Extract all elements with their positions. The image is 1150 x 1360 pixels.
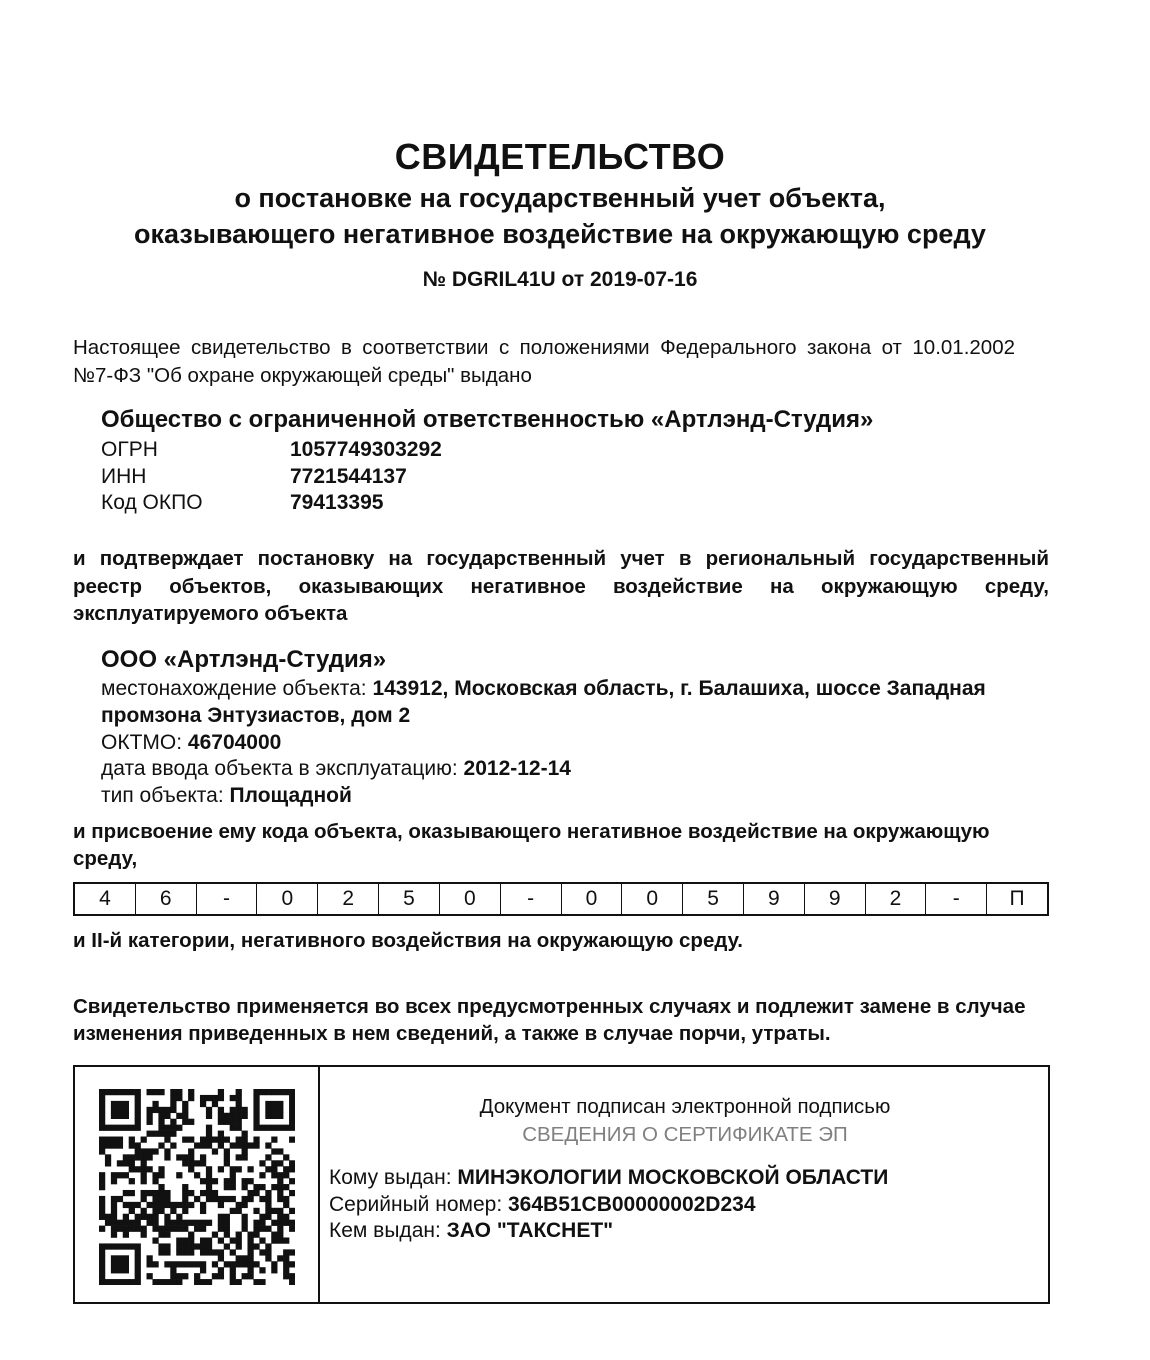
object-location-label: местонахождение объекта: [101, 677, 373, 700]
applies-paragraph: Свидетельство применяется во всех предусмотренных случаях и подлежит замене в случае изменения приведенных в нем сведений, а также в случае порчи, утраты. [73, 995, 1026, 1045]
document-subtitle-line2: оказывающего негативное воздействие на окружающую среду [134, 219, 986, 249]
issued-by-label: Кем выдан: [329, 1219, 447, 1242]
requisite-value: 1057749303292 [290, 438, 442, 461]
code-cell: 0 [257, 884, 318, 914]
signature-subheading: СВЕДЕНИЯ О СЕРТИФИКАТЕ ЭП [522, 1123, 848, 1146]
signature-issued-to [329, 1164, 888, 1191]
requisite-value: 79413395 [290, 491, 384, 514]
serial-label: Серийный номер: [329, 1193, 508, 1216]
code-cell: 2 [318, 884, 379, 914]
object-oktmo-value: 46704000 [187, 731, 282, 754]
code-cell: 4 [75, 884, 136, 914]
object-name: ООО «Артлэнд-Студия» [101, 646, 387, 673]
object-oktmo-label: ОКТМО: [101, 731, 188, 754]
object-date-value: 2012-12-14 [463, 757, 571, 780]
object-location-cont [101, 702, 410, 729]
qr-code [99, 1089, 295, 1285]
object-location-value-cont: промзона Энтузиастов, дом 2 [101, 704, 411, 727]
code-cell: 9 [805, 884, 866, 914]
intro-paragraph: Настоящее свидетельство в соответствии с положениями Федерального закона от 10.01.2002 №7-ФЗ "Об охране окружающей среды" выдано [73, 336, 1015, 387]
requisite-label: ИНН [101, 465, 147, 488]
object-location [101, 675, 986, 702]
object-date [101, 755, 571, 782]
object-type [101, 782, 352, 809]
issued-to-value: МИНЭКОЛОГИИ МОСКОВСКОЙ ОБЛАСТИ [457, 1166, 889, 1189]
document-subtitle-line1: о постановке на государственный учет объекта, [234, 183, 886, 213]
object-type-value: Площадной [229, 784, 352, 807]
requisite-label: ОГРН [101, 438, 158, 461]
object-code-table [73, 882, 1049, 916]
requisite-ogrn [101, 437, 442, 463]
signature-box [73, 1065, 1050, 1304]
code-cell: - [197, 884, 258, 914]
signature-heading: Документ подписан электронной подписью [479, 1095, 891, 1118]
code-cell: 2 [866, 884, 927, 914]
object-type-label: тип объекта: [101, 784, 230, 807]
requisite-value: 7721544137 [290, 465, 407, 488]
confirmation-paragraph: и подтверждает постановку на государственный учет в региональный государственный реестр объектов, оказывающих негативное воздействие на окружающую среду, эксплуатируемого объекта [73, 547, 1049, 625]
code-cell: - [501, 884, 562, 914]
object-oktmo [101, 729, 281, 756]
code-cell: 0 [622, 884, 683, 914]
serial-value: 364B51CB00000002D234 [507, 1193, 756, 1216]
signature-serial [329, 1191, 756, 1218]
code-cell: 0 [562, 884, 623, 914]
object-location-value: 143912, Московская область, г. Балашиха, шоссе Западная [372, 677, 986, 700]
category-text: и II-й категории, негативного воздействия на окружающую среду. [73, 929, 743, 952]
document-number: № DGRIL41U от 2019-07-16 [422, 268, 698, 291]
code-cell: - [926, 884, 987, 914]
assignment-paragraph: и присвоение ему кода объекта, оказывающего негативное воздействие на окружающую среду, [73, 820, 990, 870]
code-cell: 9 [744, 884, 805, 914]
object-date-label: дата ввода объекта в эксплуатацию: [101, 757, 464, 780]
code-cell: П [1009, 887, 1025, 910]
code-cell: 0 [440, 884, 501, 914]
qr-code-icon [99, 1089, 295, 1285]
code-cell: 6 [136, 884, 197, 914]
issued-by-value: ЗАО "ТАКСНЕТ" [446, 1219, 614, 1242]
organization-name: Общество с ограниченной ответственностью «Артлэнд-Студия» [101, 406, 874, 433]
requisite-okpo [101, 490, 383, 516]
signature-issued-by [329, 1217, 613, 1244]
requisite-inn [101, 464, 407, 490]
document-title: СВИДЕТЕЛЬСТВО [394, 136, 726, 177]
code-cell: 5 [683, 884, 744, 914]
requisite-label: Код ОКПО [101, 491, 203, 514]
code-cell: 5 [379, 884, 440, 914]
issued-to-label: Кому выдан: [329, 1166, 458, 1189]
